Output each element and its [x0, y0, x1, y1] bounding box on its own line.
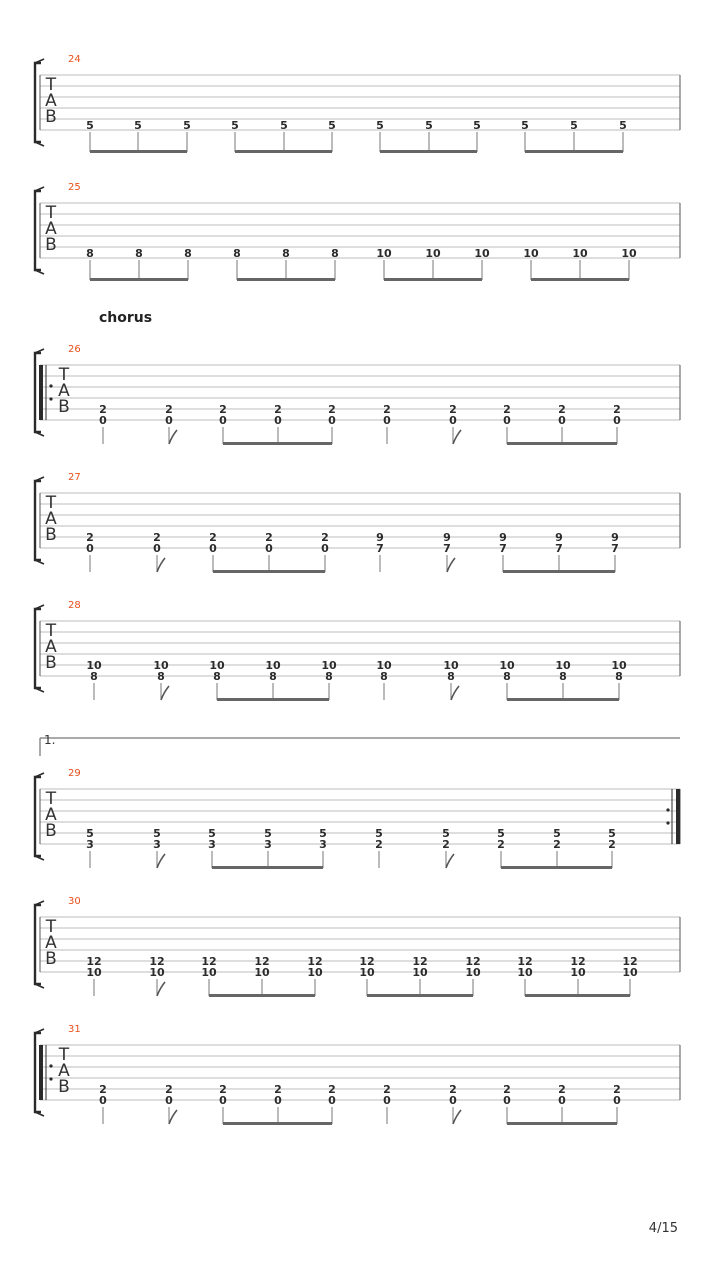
tab-clef-a: A: [45, 637, 57, 657]
fret-number: 5: [264, 827, 272, 840]
repeat-dot: [666, 821, 669, 824]
note-beam: [223, 1122, 332, 1125]
tab-clef-b: B: [58, 1077, 70, 1097]
fret-number: 0: [153, 542, 161, 555]
fret-number: 8: [86, 247, 94, 260]
tab-system: [35, 896, 680, 997]
fret-number: 2: [321, 531, 329, 544]
fret-number: 12: [307, 955, 323, 968]
note-beam: [507, 442, 617, 445]
note-beam: [217, 698, 329, 701]
fret-number: 5: [280, 119, 288, 132]
tab-clef-b: B: [45, 653, 57, 673]
fret-number: 8: [282, 247, 290, 260]
fret-number: 0: [274, 1094, 282, 1107]
fret-number: 10: [149, 966, 165, 979]
fret-number: 2: [375, 838, 383, 851]
tab-clef-t: T: [45, 203, 57, 223]
fret-number: 10: [523, 247, 539, 260]
note-flag: [161, 686, 169, 700]
fret-number: 7: [376, 542, 384, 555]
fret-number: 10: [443, 659, 459, 672]
fret-number: 2: [503, 403, 511, 416]
fret-number: 9: [611, 531, 619, 544]
fret-number: 2: [449, 403, 457, 416]
fret-number: 12: [465, 955, 481, 968]
note-flag: [451, 686, 459, 700]
fret-number: 2: [274, 1083, 282, 1096]
fret-number: 12: [570, 955, 586, 968]
fret-number: 0: [503, 414, 511, 427]
note-beam: [507, 698, 619, 701]
fret-number: 2: [219, 403, 227, 416]
fret-number: 3: [264, 838, 272, 851]
fret-number: 8: [559, 670, 567, 683]
fret-number: 5: [231, 119, 239, 132]
fret-number: 0: [449, 414, 457, 427]
fret-number: 2: [558, 1083, 566, 1096]
fret-number: 10: [517, 966, 533, 979]
note-flag: [169, 430, 177, 444]
note-beam: [90, 150, 187, 153]
note-beam: [212, 866, 323, 869]
fret-number: 10: [570, 966, 586, 979]
fret-number: 10: [321, 659, 337, 672]
fret-number: 10: [622, 966, 638, 979]
measure-number: 25: [68, 182, 81, 193]
tab-clef-a: A: [58, 381, 70, 401]
fret-number: 2: [613, 1083, 621, 1096]
fret-number: 0: [165, 414, 173, 427]
fret-number: 0: [219, 1094, 227, 1107]
measure-number: 26: [68, 344, 81, 355]
note-beam: [501, 866, 612, 869]
fret-number: 2: [265, 531, 273, 544]
fret-number: 0: [265, 542, 273, 555]
fret-number: 12: [86, 955, 102, 968]
fret-number: 12: [149, 955, 165, 968]
fret-number: 2: [328, 1083, 336, 1096]
fret-number: 12: [622, 955, 638, 968]
fret-number: 0: [99, 414, 107, 427]
fret-number: 8: [615, 670, 623, 683]
fret-number: 8: [184, 247, 192, 260]
fret-number: 0: [328, 1094, 336, 1107]
fret-number: 10: [265, 659, 281, 672]
tab-clef-a: A: [45, 91, 57, 111]
fret-number: 10: [307, 966, 323, 979]
tab-clef-t: T: [45, 493, 57, 513]
fret-number: 8: [269, 670, 277, 683]
tab-clef-a: A: [45, 933, 57, 953]
tab-clef-t: T: [45, 75, 57, 95]
fret-number: 5: [570, 119, 578, 132]
tab-system: [35, 344, 680, 445]
fret-number: 8: [233, 247, 241, 260]
fret-number: 2: [613, 403, 621, 416]
tab-clef-t: T: [58, 1045, 70, 1065]
tab-clef-t: T: [58, 365, 70, 385]
fret-number: 0: [383, 414, 391, 427]
fret-number: 10: [621, 247, 637, 260]
fret-number: 2: [86, 531, 94, 544]
note-flag: [157, 982, 165, 996]
fret-number: 2: [153, 531, 161, 544]
fret-number: 10: [209, 659, 225, 672]
fret-number: 0: [321, 542, 329, 555]
fret-number: 10: [412, 966, 428, 979]
fret-number: 0: [86, 542, 94, 555]
fret-number: 9: [499, 531, 507, 544]
measure-number: 31: [68, 1024, 81, 1035]
fret-number: 12: [359, 955, 375, 968]
note-flag: [446, 854, 454, 868]
tab-clef-a: A: [45, 509, 57, 529]
fret-number: 5: [619, 119, 627, 132]
fret-number: 2: [497, 838, 505, 851]
fret-number: 5: [442, 827, 450, 840]
fret-number: 8: [213, 670, 221, 683]
note-beam: [503, 570, 615, 573]
note-beam: [507, 1122, 617, 1125]
tab-system: [35, 768, 680, 869]
fret-number: 12: [412, 955, 428, 968]
fret-number: 12: [517, 955, 533, 968]
fret-number: 12: [201, 955, 217, 968]
fret-number: 0: [558, 1094, 566, 1107]
fret-number: 2: [553, 838, 561, 851]
fret-number: 5: [319, 827, 327, 840]
fret-number: 8: [90, 670, 98, 683]
note-flag: [157, 854, 165, 868]
fret-number: 0: [274, 414, 282, 427]
fret-number: 2: [99, 1083, 107, 1096]
note-flag: [453, 1110, 461, 1124]
fret-number: 9: [555, 531, 563, 544]
tab-clef-b: B: [45, 107, 57, 127]
tab-clef-b: B: [45, 235, 57, 255]
tab-clef-b: B: [45, 525, 57, 545]
fret-number: 0: [558, 414, 566, 427]
fret-number: 10: [555, 659, 571, 672]
fret-number: 2: [165, 1083, 173, 1096]
fret-number: 10: [376, 247, 392, 260]
fret-number: 10: [572, 247, 588, 260]
tab-clef-b: B: [45, 821, 57, 841]
fret-number: 3: [86, 838, 94, 851]
fret-number: 10: [474, 247, 490, 260]
fret-number: 10: [201, 966, 217, 979]
note-flag: [447, 558, 455, 572]
fret-number: 10: [465, 966, 481, 979]
fret-number: 9: [443, 531, 451, 544]
fret-number: 10: [86, 659, 102, 672]
fret-number: 5: [375, 827, 383, 840]
fret-number: 10: [376, 659, 392, 672]
fret-number: 2: [274, 403, 282, 416]
fret-number: 5: [473, 119, 481, 132]
section-label: chorus: [99, 310, 153, 326]
volta-bracket: [40, 733, 680, 756]
repeat-dot: [49, 384, 52, 387]
tab-clef-t: T: [45, 789, 57, 809]
note-beam: [380, 150, 477, 153]
fret-number: 3: [208, 838, 216, 851]
fret-number: 12: [254, 955, 270, 968]
note-beam: [223, 442, 332, 445]
fret-number: 2: [165, 403, 173, 416]
note-beam: [525, 994, 630, 997]
fret-number: 7: [443, 542, 451, 555]
fret-number: 5: [86, 827, 94, 840]
fret-number: 5: [497, 827, 505, 840]
fret-number: 10: [254, 966, 270, 979]
tab-clef-a: A: [45, 805, 57, 825]
measure-number: 24: [68, 54, 81, 65]
fret-number: 2: [99, 403, 107, 416]
repeat-end-thick: [676, 789, 680, 844]
note-beam: [209, 994, 315, 997]
fret-number: 0: [219, 414, 227, 427]
note-beam: [367, 994, 473, 997]
fret-number: 8: [331, 247, 339, 260]
fret-number: 10: [153, 659, 169, 672]
measure-number: 29: [68, 768, 81, 779]
tab-clef-t: T: [45, 621, 57, 641]
fret-number: 5: [328, 119, 336, 132]
fret-number: 0: [99, 1094, 107, 1107]
fret-number: 8: [157, 670, 165, 683]
repeat-start-thick: [39, 365, 43, 420]
fret-number: 2: [558, 403, 566, 416]
fret-number: 8: [503, 670, 511, 683]
fret-number: 10: [499, 659, 515, 672]
fret-number: 3: [153, 838, 161, 851]
fret-number: 3: [319, 838, 327, 851]
fret-number: 0: [328, 414, 336, 427]
note-beam: [213, 570, 325, 573]
fret-number: 2: [503, 1083, 511, 1096]
fret-number: 2: [328, 403, 336, 416]
fret-number: 8: [380, 670, 388, 683]
fret-number: 8: [447, 670, 455, 683]
fret-number: 5: [521, 119, 529, 132]
fret-number: 10: [86, 966, 102, 979]
note-flag: [453, 430, 461, 444]
fret-number: 5: [608, 827, 616, 840]
measure-number: 27: [68, 472, 81, 483]
fret-number: 5: [183, 119, 191, 132]
note-beam: [90, 278, 188, 281]
tab-system: [35, 600, 680, 701]
fret-number: 2: [449, 1083, 457, 1096]
fret-number: 2: [608, 838, 616, 851]
tab-clef-b: B: [58, 397, 70, 417]
fret-number: 10: [359, 966, 375, 979]
repeat-start-thick: [39, 1045, 43, 1100]
fret-number: 2: [209, 531, 217, 544]
fret-number: 0: [449, 1094, 457, 1107]
note-beam: [237, 278, 335, 281]
note-beam: [531, 278, 629, 281]
page-number: 4/15: [648, 1221, 678, 1236]
fret-number: 10: [425, 247, 441, 260]
fret-number: 2: [383, 1083, 391, 1096]
note-beam: [384, 278, 482, 281]
repeat-dot: [49, 1064, 52, 1067]
fret-number: 5: [208, 827, 216, 840]
fret-number: 0: [165, 1094, 173, 1107]
fret-number: 5: [376, 119, 384, 132]
fret-number: 7: [499, 542, 507, 555]
tab-clef-b: B: [45, 949, 57, 969]
fret-number: 2: [383, 403, 391, 416]
note-flag: [169, 1110, 177, 1124]
fret-number: 2: [442, 838, 450, 851]
tab-clef-a: A: [45, 219, 57, 239]
fret-number: 8: [325, 670, 333, 683]
fret-number: 5: [134, 119, 142, 132]
fret-number: 0: [209, 542, 217, 555]
tab-system: [35, 182, 680, 281]
repeat-dot: [666, 808, 669, 811]
fret-number: 0: [503, 1094, 511, 1107]
tab-system: [35, 1024, 680, 1125]
fret-number: 5: [153, 827, 161, 840]
fret-number: 5: [553, 827, 561, 840]
fret-number: 0: [613, 1094, 621, 1107]
volta-label: 1.: [44, 733, 56, 747]
measure-number: 28: [68, 600, 81, 611]
fret-number: 8: [135, 247, 143, 260]
note-beam: [525, 150, 623, 153]
fret-number: 5: [425, 119, 433, 132]
note-beam: [235, 150, 332, 153]
fret-number: 0: [383, 1094, 391, 1107]
fret-number: 10: [611, 659, 627, 672]
tab-system: [35, 54, 680, 153]
fret-number: 7: [555, 542, 563, 555]
repeat-dot: [49, 397, 52, 400]
note-flag: [157, 558, 165, 572]
measure-number: 30: [68, 896, 81, 907]
fret-number: 5: [86, 119, 94, 132]
tab-clef-t: T: [45, 917, 57, 937]
repeat-dot: [49, 1077, 52, 1080]
fret-number: 2: [219, 1083, 227, 1096]
tab-clef-a: A: [58, 1061, 70, 1081]
tab-system: [35, 472, 680, 573]
fret-number: 9: [376, 531, 384, 544]
fret-number: 0: [613, 414, 621, 427]
fret-number: 7: [611, 542, 619, 555]
